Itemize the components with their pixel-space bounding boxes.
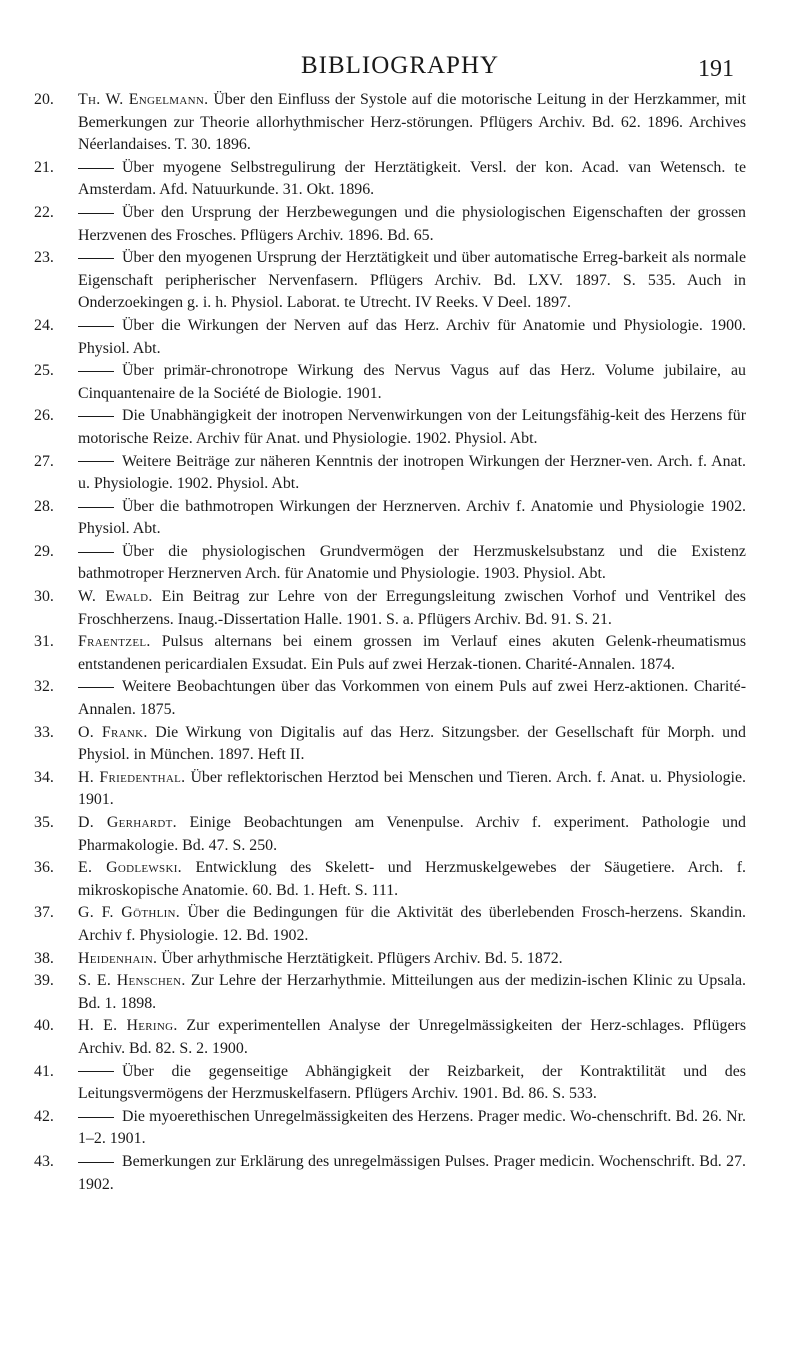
entry-number: 43. [34,1152,54,1170]
entry-number: 35. [34,814,54,831]
entry-number: 34. [34,768,54,786]
ditto-dash [78,416,114,417]
ditto-dash [78,371,114,372]
entry-text: Über die Wirkungen der Nerven auf das Herz. Archiv für Anatomie und Physiologie. 1900. Physiol. Abt. [78,316,746,357]
entry-author: W. Ewald. [78,588,153,606]
bibliography-list [34,89,747,1196]
entry-text: Über arhythmische Herztätigkeit. Pflügers Archiv. Bd. 5. 1872. [161,949,563,967]
entry-text: Über den myogenen Ursprung der Herztätigkeit und über automatische Erreg-barkeit als normale Eigenschaft peripherischer Nervenfasern. Pflügers Archiv. Bd. LXV. 1897. S. 535. Auch in Onderzoekingen g. i. h. Physiol. Laborat. te Utrecht. IV Reeks. V Deel. 1897. [78,249,746,312]
bibliography-entry [34,857,746,902]
ditto-dash [78,687,114,688]
bibliography-entry [34,722,746,767]
bibliography-entry [34,1015,746,1060]
bibliography-entry [34,902,746,947]
entry-text: Entwicklung des Skelett- und Herzmuskelgewebes der Säugetiere. Arch. f. mikroskopische Anatomie. 60. Bd. 1. Heft. S. 111. [78,859,746,899]
bibliography-entry [34,1061,746,1106]
entry-author: S. E. Henschen. [78,972,186,990]
entry-text: Die Wirkung von Digitalis auf das Herz. Sitzungsber. der Gesellschaft für Morph. und Physiol. in München. 1897. Heft II. [78,723,746,764]
entry-number: 33. [34,723,54,741]
entry-author: Th. W. Engelmann. [78,91,209,108]
entry-number: 21. [34,158,54,176]
entry-author: E. Godlewski. [78,859,182,877]
entry-text: Über primär-chronotrope Wirkung des Nervus Vagus auf das Herz. Volume jubilaire, au Cinquantenaire de la Société de Biologie. 1901. [78,362,746,402]
entry-text: Über myogene Selbstregulirung der Herztätigkeit. Versl. der kon. Acad. van Wetensch. te Amsterdam. Afd. Natuurkunde. 31. Okt. 1896. [78,158,746,199]
entry-text: Über die gegenseitige Abhängigkeit der Reizbarkeit, der Kontraktilität und des Leitungsvermögens der Herzmuskelfasern. Pflügers Archiv. 1901. Bd. 86. S. 533. [78,1062,746,1103]
bibliography-entry [34,89,746,157]
entry-text: Die myoerethischen Unregelmässigkeiten des Herzens. Prager medic. Wo-chenschrift. Bd. 26. Nr. 1–2. 1901. [78,1107,746,1148]
entry-number: 26. [34,407,54,425]
page-title: BIBLIOGRAPHY [300,52,500,79]
ditto-dash [78,507,114,508]
entry-text: Zur experimentellen Analyse der Unregelmässigkeiten der Herz-schlages. Pflügers Archiv. Bd. 82. S. 2. 1900. [78,1017,746,1057]
bibliography-entry [34,586,746,631]
bibliography-entry [34,631,747,676]
entry-number: 31. [34,633,54,651]
ditto-dash [78,326,114,327]
ditto-dash [78,1117,114,1118]
entry-text: Die Unabhängigkeit der inotropen Nervenwirkungen von der Leitungsfähig-keit des Herzens für motorische Reize. Archiv für Anat. und Physiologie. 1902. Physiol. Abt. [78,407,746,447]
bibliography-entry [34,451,746,496]
ditto-dash [78,552,114,553]
entry-text: Einige Beobachtungen am Venenpulse. Archiv f. experiment. Pathologie und Pharmakologie. Bd. 47. S. 250. [78,814,746,854]
bibliography-entry [34,157,746,202]
bibliography-entry [34,812,746,857]
bibliography-entry [34,405,746,450]
entry-number: 32. [34,678,54,696]
bibliography-entry [34,970,747,1015]
bibliography-entry [34,767,746,812]
entry-number: 25. [34,362,54,380]
entry-text: Bemerkungen zur Erklärung des unregelmässigen Pulses. Prager medicin. Wochenschrift. Bd. 27. 1902. [78,1152,746,1193]
entry-text: Über die Bedingungen für die Aktivität des überlebenden Frosch-herzens. Skandin. Archiv f. Physiologie. 12. Bd. 1902. [78,904,746,944]
entry-text: Weitere Beiträge zur näheren Kenntnis der inotropen Wirkungen der Herzner-ven. Arch. f. Anat. u. Physiologie. 1902. Physiol. Abt. [78,452,746,493]
ditto-dash [78,1162,114,1163]
entry-number: 22. [34,203,54,221]
entry-number: 37. [34,904,54,922]
entry-number: 30. [34,588,54,606]
ditto-dash [78,1071,114,1072]
entry-author: G. F. Göthlin. [78,904,181,922]
entry-number: 41. [34,1062,54,1080]
entry-number: 23. [34,249,54,267]
entry-author: O. Frank. [78,723,148,741]
entry-author: H. E. Hering. [78,1017,178,1035]
entry-text: Ein Beitrag zur Lehre von der Erregungsleitung zwischen Vorhof und Ventrikel des Froschherzens. Inaug.-Dissertation Halle. 1901. S. a. Pflügers Archiv. Bd. 91. S. 21. [78,588,746,628]
entry-text: Über die bathmotropen Wirkungen der Herznerven. Archiv f. Anatomie und Physiologie 1902. Physiol. Abt. [78,497,746,538]
entry-text: Über die physiologischen Grundvermögen der Herzmuskelsubstanz und die Existenz bathmotroper Herznerven Arch. für Anatomie und Physiologie. 1903. Physiol. Abt. [78,542,746,583]
bibliography-entry [34,541,746,586]
entry-number: 27. [34,452,54,470]
entry-text: Pulsus alternans bei einem grossen im Verlauf eines akuten Gelenk-rheumatismus entstandenen pericardialen Exsudat. Ein Puls auf zwei Herzak-tionen. Charité-Annalen. 1874. [78,633,747,673]
bibliography-entry [34,948,746,971]
ditto-dash [78,461,114,462]
entry-author: H. Friedenthal. [78,768,186,786]
entry-text: Weitere Beobachtungen über das Vorkommen von einem Puls auf zwei Herz-aktionen. Charité-Annalen. 1875. [78,678,746,719]
page-number: 191 [698,56,734,82]
bibliography-entry [34,247,746,315]
bibliography-entry [34,315,746,360]
entry-author: Heidenhain. [78,949,158,967]
entry-number: 28. [34,497,54,515]
entry-author: D. Gerhardt. [78,814,177,831]
bibliography-entry [34,202,746,247]
ditto-dash [78,168,114,169]
entry-text: Über den Einfluss der Systole auf die motorische Leitung in der Herzkammer, mit Bemerkungen zur Theorie allorhythmischer Herz-störungen. Pflügers Archiv. Bd. 62. 1896. Archives Néerlandaises. T. 30. 1896. [78,91,746,154]
entry-author: Fraentzel. [78,633,151,651]
running-head [0,52,800,82]
entry-number: 24. [34,316,54,334]
ditto-dash [78,213,114,214]
bibliography-entry [34,360,746,405]
entry-text: Über den Ursprung der Herzbewegungen und die physiologischen Eigenschaften der grossen Herzvenen des Frosches. Pflügers Archiv. 1896. Bd. 65. [78,203,746,244]
bibliography-entry [34,1151,746,1196]
entry-text: Über reflektorischen Herztod bei Menschen und Tieren. Arch. f. Anat. u. Physiologie. 1901. [78,768,746,809]
entry-number: 36. [34,859,54,877]
entry-number: 38. [34,949,54,967]
entry-number: 39. [34,972,54,990]
bibliography-entry [34,1106,746,1151]
bibliography-entry [34,496,746,541]
entry-number: 40. [34,1017,54,1035]
ditto-dash [78,258,114,259]
entry-number: 42. [34,1107,54,1125]
entry-number: 20. [34,91,54,108]
bibliography-entry [34,676,746,721]
entry-number: 29. [34,542,54,560]
entry-text: Zur Lehre der Herzarhythmie. Mitteilungen aus der medizin-ischen Klinic zu Upsala. Bd. 1. 1898. [78,972,747,1012]
